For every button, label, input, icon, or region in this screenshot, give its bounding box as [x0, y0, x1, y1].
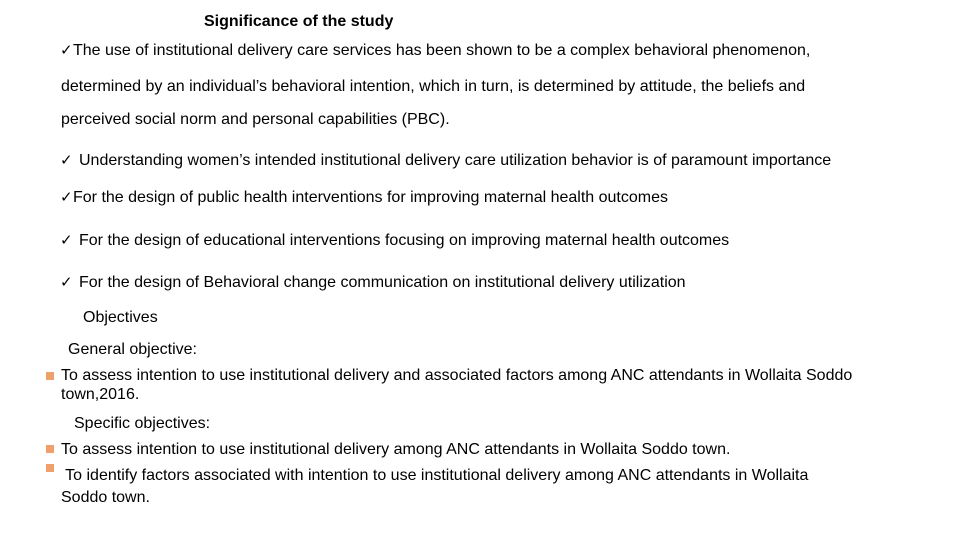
check-icon: ✓	[60, 152, 73, 169]
square-bullet-icon	[46, 445, 54, 453]
check-icon: ✓	[60, 232, 73, 249]
general-objective-label: General objective	[68, 341, 193, 358]
list-item-line: determined by an individual’s behavioral intention, which in turn, is determined by attitude, the beliefs and	[61, 78, 806, 95]
specific-objectives-colon: :	[205, 415, 211, 432]
objectives-heading: Objectives	[83, 309, 158, 326]
list-item-line: town,2016.	[61, 386, 140, 403]
list-item-line: The use of institutional delivery care services has been shown to be a complex behavioral phenomenon,	[73, 42, 811, 59]
list-item-line: Soddo town.	[61, 489, 150, 506]
check-icon: ✓	[60, 274, 73, 291]
specific-objectives-heading	[74, 414, 210, 434]
specific-objectives-label: Specific objectives	[74, 415, 206, 432]
list-item-text: For the design of Behavioral change communication on institutional delivery utilization	[79, 274, 686, 291]
check-icon: ✓	[60, 189, 73, 206]
list-item-line: To identify factors associated with intention to use institutional delivery among ANC attendants in Wollaita	[61, 467, 809, 484]
general-objective-colon: :	[192, 341, 197, 358]
list-item-line: To assess intention to use institutional delivery and associated factors among ANC attendants in Wollaita Soddo	[61, 367, 853, 384]
list-item-line: To assess intention to use institutional delivery among ANC attendants in Wollaita Soddo town.	[61, 441, 731, 458]
list-item-line: perceived social norm and personal capabilities (PBC).	[61, 111, 450, 128]
check-icon: ✓	[60, 42, 73, 59]
square-bullet-icon	[46, 464, 54, 472]
list-item-text: Understanding women’s intended institutional delivery care utilization behavior is of paramount importance	[79, 152, 832, 169]
square-bullet-icon	[46, 372, 54, 380]
list-item-text: For the design of educational interventions focusing on improving maternal health outcomes	[79, 232, 730, 249]
page-title: Significance of the study	[204, 13, 394, 30]
general-objective-heading	[68, 340, 197, 360]
list-item-text: For the design of public health interventions for improving maternal health outcomes	[73, 189, 668, 206]
